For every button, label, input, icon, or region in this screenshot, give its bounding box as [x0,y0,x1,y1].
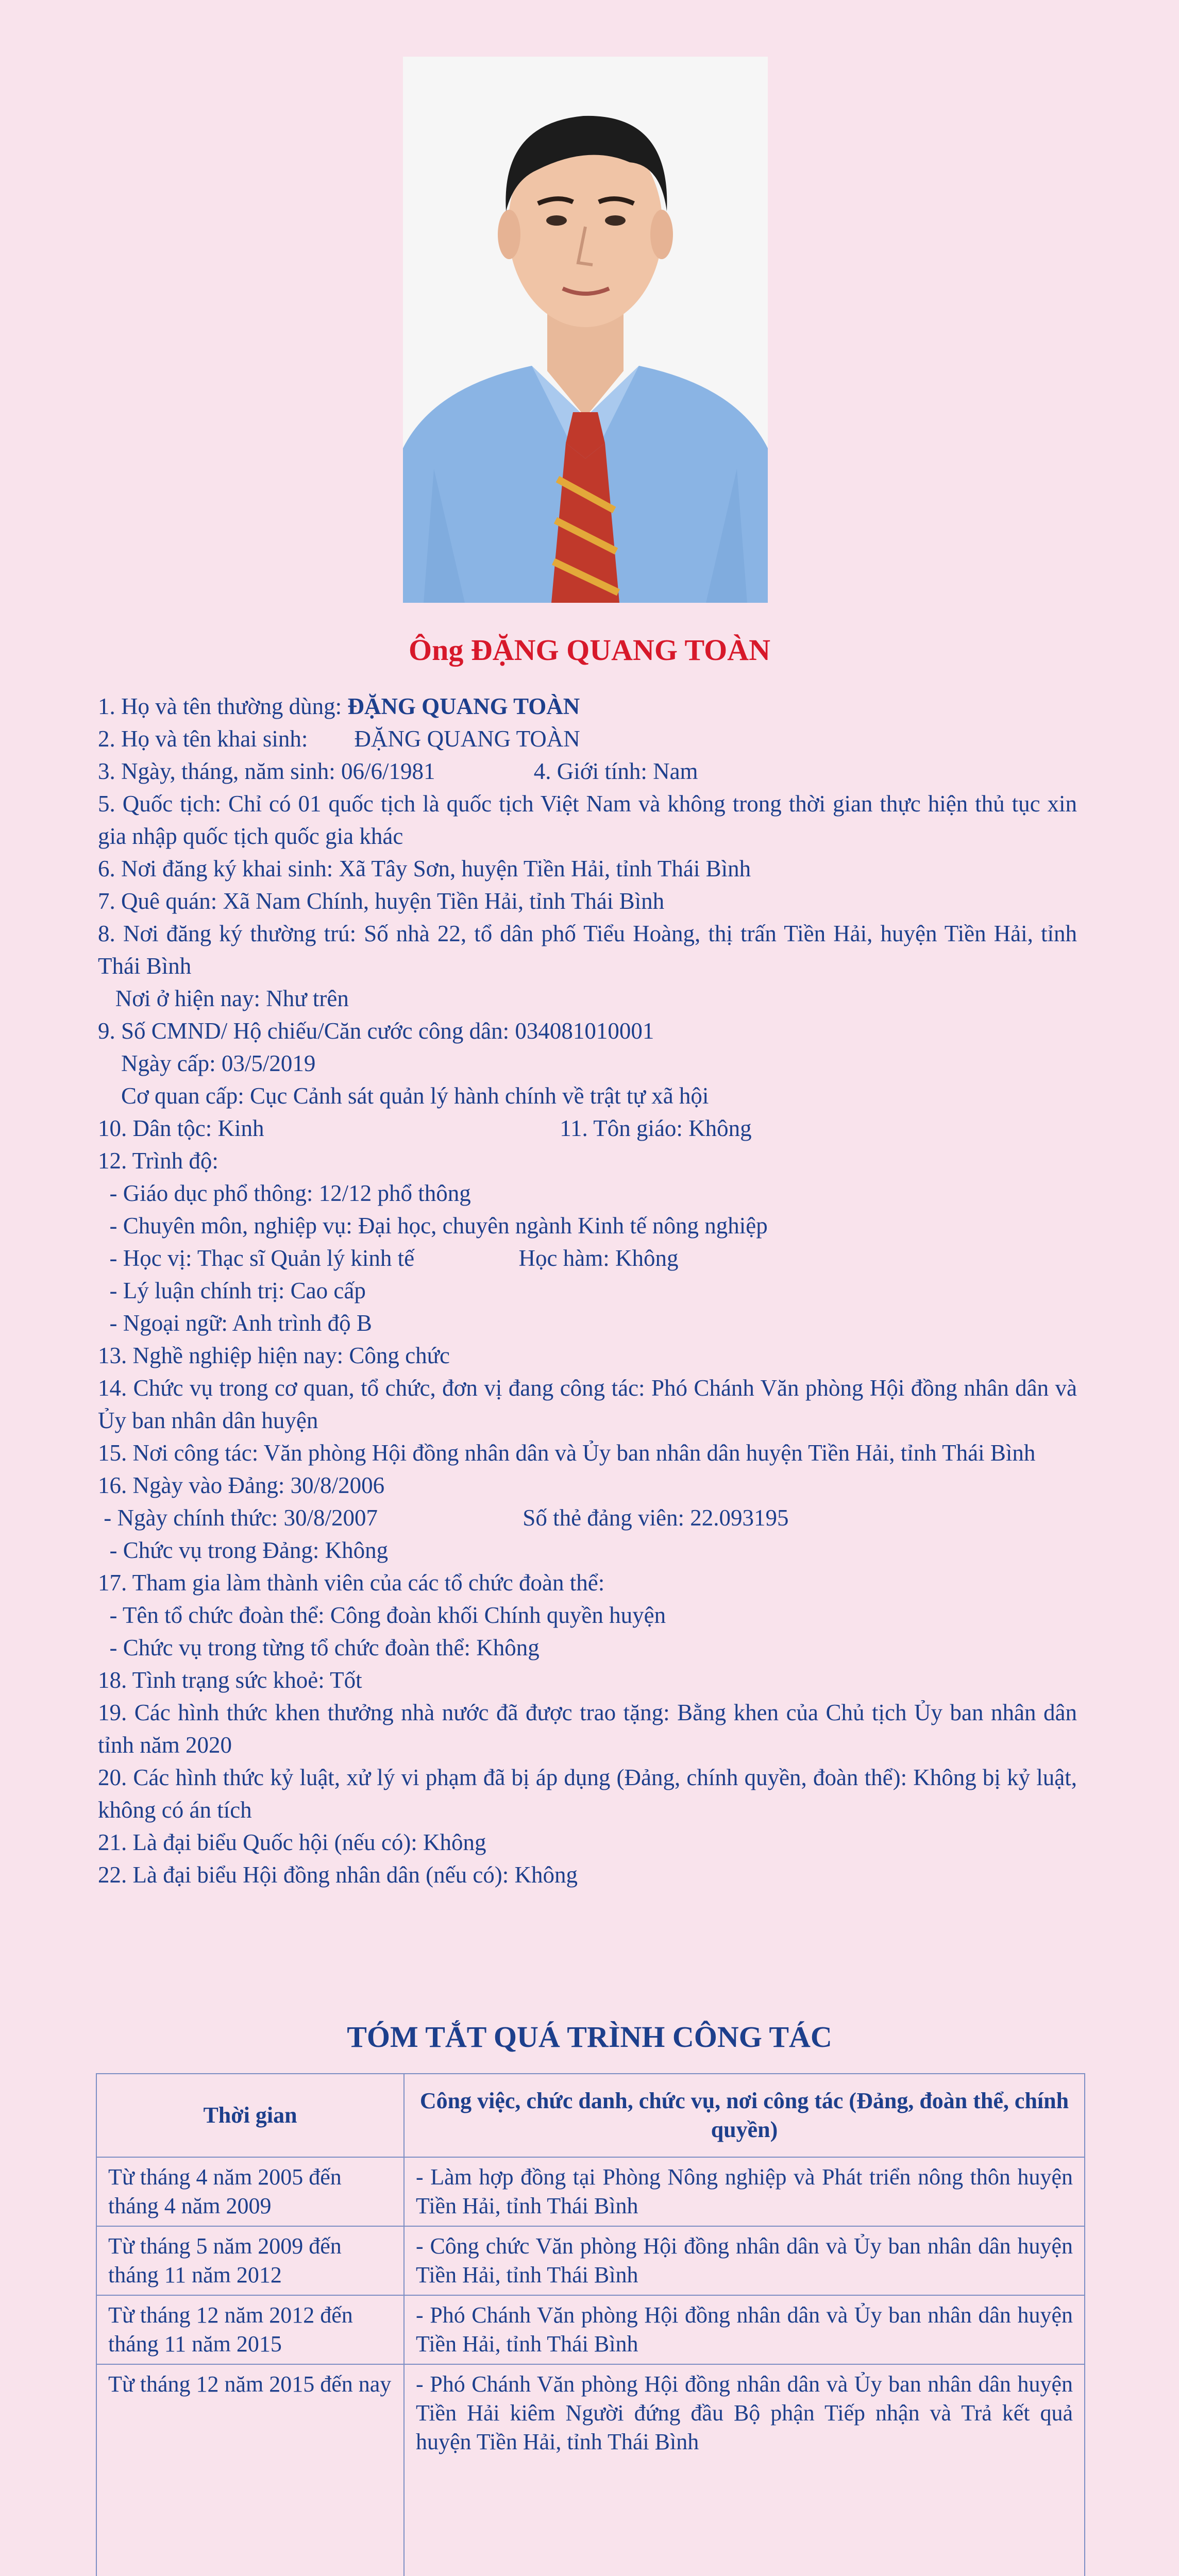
info-line [98,1502,1077,1534]
info-bold-text: ĐẶNG QUANG TOÀN [347,693,580,719]
info-line [98,1080,1077,1112]
info-text: 5. Quốc tịch: Chỉ có 01 quốc tịch là quốc tịch Việt Nam và không trong thời gian thực hiện thủ tục xin gia nhập quốc tịch quốc gia khác [98,791,1077,849]
cell-work: - Phó Chánh Văn phòng Hội đồng nhân dân và Ủy ban nhân dân huyện Tiền Hải, tỉnh Thái Bình [404,2295,1085,2364]
cell-work: - Công chức Văn phòng Hội đồng nhân dân và Ủy ban nhân dân huyện Tiền Hải, tỉnh Thái Bình [404,2226,1085,2295]
info-line [98,1112,1077,1145]
work-history-title: TÓM TẮT QUÁ TRÌNH CÔNG TÁC [347,2020,832,2054]
info-line [98,1761,1077,1826]
info-text: 19. Các hình thức khen thưởng nhà nước đã được trao tặng: Bằng khen của Chủ tịch Ủy ban nhân dân tỉnh năm 2020 [98,1700,1077,1758]
header-time: Thời gian [96,2074,404,2157]
info-line [98,1697,1077,1761]
header-work: Công việc, chức danh, chức vụ, nơi công tác (Đảng, đoàn thể, chính quyền) [404,2074,1085,2157]
info-text: 1. Họ và tên thường dùng: [98,693,348,719]
info-line [98,1340,1077,1372]
info-line [98,1307,1077,1340]
info-line [98,1177,1077,1210]
personal-info-list [98,690,1077,1891]
info-line [98,1047,1077,1080]
info-line [98,1015,1077,1047]
info-text: 16. Ngày vào Đảng: 30/8/2006 [98,1472,385,1498]
info-line [98,1664,1077,1697]
info-text: 12. Trình độ: [98,1148,218,1174]
info-line [98,918,1077,982]
table-row [96,2157,1085,2226]
info-line [98,1372,1077,1437]
info-line [98,982,1077,1015]
info-line [98,1145,1077,1177]
info-text: 17. Tham gia làm thành viên của các tổ chức đoàn thể: [98,1570,605,1596]
table-row [96,2295,1085,2364]
cell-time: Từ tháng 4 năm 2005 đến tháng 4 năm 2009 [96,2157,404,2226]
cell-time: Từ tháng 5 năm 2009 đến tháng 11 năm 2012 [96,2226,404,2295]
info-text: Nơi ở hiện nay: Như trên [98,986,349,1011]
info-text: 3. Ngày, tháng, năm sinh: 06/6/1981 4. Giới tính: Nam [98,758,698,784]
info-text: 7. Quê quán: Xã Nam Chính, huyện Tiền Hải, tỉnh Thái Bình [98,888,665,914]
cell-work: - Phó Chánh Văn phòng Hội đồng nhân dân và Ủy ban nhân dân huyện Tiền Hải kiêm Người đứng đầu Bộ phận Tiếp nhận và Trả kết quả huyện Tiền Hải, tỉnh Thái Bình [404,2364,1085,2576]
info-text: 13. Nghề nghiệp hiện nay: Công chức [98,1343,450,1368]
cell-work: - Làm hợp đồng tại Phòng Nông nghiệp và Phát triển nông thôn huyện Tiền Hải, tỉnh Thái Bình [404,2157,1085,2226]
info-text: - Chức vụ trong Đảng: Không [98,1537,389,1563]
table-row [96,2364,1085,2576]
portrait-photo [403,57,768,603]
info-text: - Ngoại ngữ: Anh trình độ B [98,1310,372,1336]
info-text: - Giáo dục phổ thông: 12/12 phổ thông [98,1180,471,1206]
info-line [98,1242,1077,1275]
info-line [98,1567,1077,1599]
info-line [98,1437,1077,1469]
table-row [96,2226,1085,2295]
info-line [98,1534,1077,1567]
info-line [98,1599,1077,1632]
info-text: 21. Là đại biểu Quốc hội (nếu có): Không [98,1829,486,1855]
info-text: 14. Chức vụ trong cơ quan, tổ chức, đơn vị đang công tác: Phó Chánh Văn phòng Hội đồng nhân dân và Ủy ban nhân dân huyện [98,1375,1077,1433]
info-line [98,885,1077,918]
info-text: 9. Số CMND/ Hộ chiếu/Căn cước công dân: 034081010001 [98,1018,654,1044]
info-text: - Ngày chính thức: 30/8/2007 Số thẻ đảng viên: 22.093195 [98,1505,789,1531]
info-text: 15. Nơi công tác: Văn phòng Hội đồng nhân dân và Ủy ban nhân dân huyện Tiền Hải, tỉnh Thái Bình [98,1440,1036,1466]
info-line [98,690,1077,723]
info-line [98,1859,1077,1891]
person-name-title: Ông ĐẶNG QUANG TOÀN [408,633,770,667]
info-text: Ngày cấp: 03/5/2019 [98,1050,316,1076]
info-line [98,1632,1077,1664]
info-line [98,723,1077,755]
info-line [98,755,1077,788]
info-line [98,1210,1077,1242]
info-text: 6. Nơi đăng ký khai sinh: Xã Tây Sơn, huyện Tiền Hải, tỉnh Thái Bình [98,856,751,882]
table-header-row [96,2074,1085,2157]
info-line [98,788,1077,853]
info-text: - Chức vụ trong từng tổ chức đoàn thể: Không [98,1635,540,1660]
info-text: 8. Nơi đăng ký thường trú: Số nhà 22, tổ dân phố Tiểu Hoàng, thị trấn Tiền Hải, huyện Tiền Hải, tỉnh Thái Bình [98,921,1077,979]
info-line [98,1826,1077,1859]
info-text: - Chuyên môn, nghiệp vụ: Đại học, chuyên ngành Kinh tế nông nghiệp [98,1213,768,1239]
info-text: 10. Dân tộc: Kinh 11. Tôn giáo: Không [98,1115,752,1141]
info-text: - Tên tổ chức đoàn thể: Công đoàn khối Chính quyền huyện [98,1602,666,1628]
info-line [98,853,1077,885]
cell-time: Từ tháng 12 năm 2015 đến nay [96,2364,404,2576]
info-text: 22. Là đại biểu Hội đồng nhân dân (nếu có): Không [98,1862,578,1888]
info-text: 20. Các hình thức kỷ luật, xử lý vi phạm đã bị áp dụng (Đảng, chính quyền, đoàn thể): Không bị kỷ luật, không có án tích [98,1765,1077,1823]
info-text: - Lý luận chính trị: Cao cấp [98,1278,366,1303]
cell-time: Từ tháng 12 năm 2012 đến tháng 11 năm 2015 [96,2295,404,2364]
info-line [98,1469,1077,1502]
info-text: Cơ quan cấp: Cục Cảnh sát quản lý hành chính về trật tự xã hội [98,1083,709,1109]
info-text: 18. Tình trạng sức khoẻ: Tốt [98,1667,362,1693]
info-text: - Học vị: Thạc sĩ Quản lý kinh tế Học hàm: Không [98,1245,679,1271]
info-line [98,1275,1077,1307]
info-text: 2. Họ và tên khai sinh: ĐẶNG QUANG TOÀN [98,726,580,752]
work-history-table [96,2073,1085,2576]
